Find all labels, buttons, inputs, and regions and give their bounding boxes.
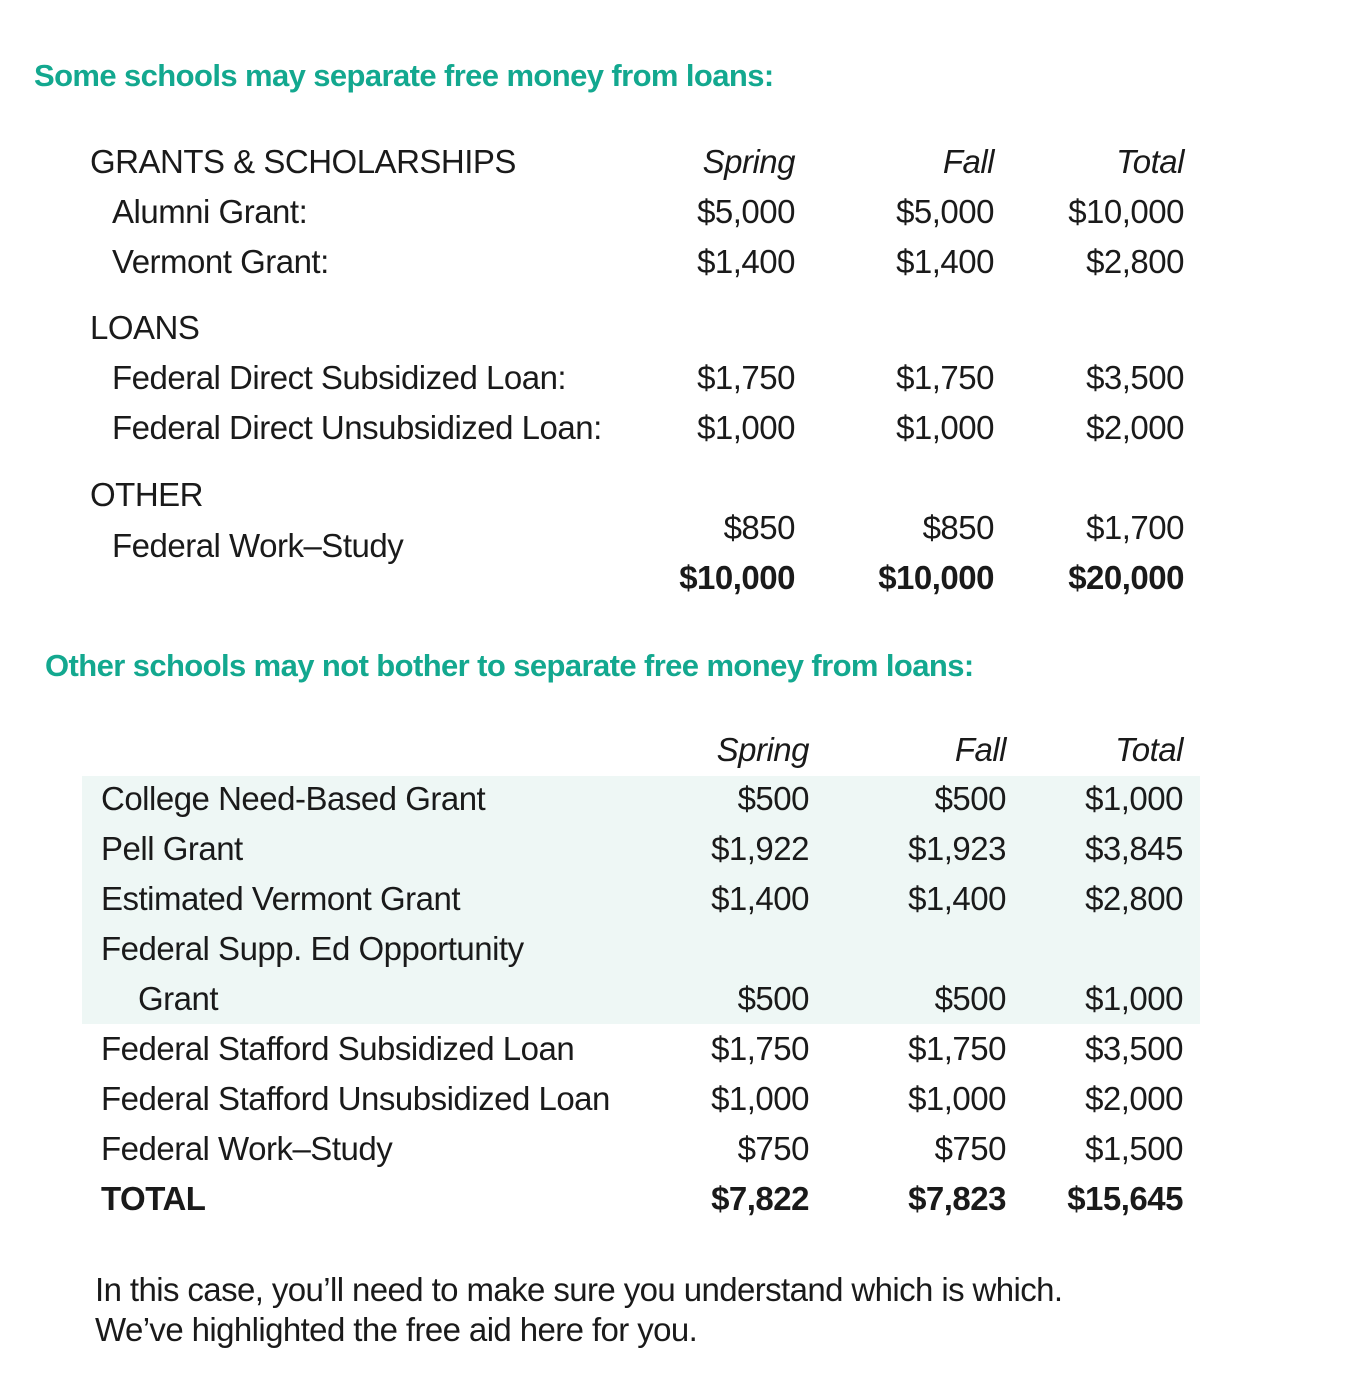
table-row	[0, 408, 1350, 448]
row-label: Pell Grant	[101, 830, 243, 867]
spring-amount: $500	[737, 980, 809, 1017]
row-label: Estimated Vermont Grant	[101, 880, 460, 917]
table-row	[0, 1029, 1350, 1069]
total-amount: $1,500	[1085, 1130, 1183, 1167]
grants-category-label: GRANTS & SCHOLARSHIPS	[90, 143, 516, 180]
fall-amount: $1,923	[908, 830, 1006, 867]
table-row	[0, 979, 1350, 1019]
total-amount: $1,000	[1085, 780, 1183, 817]
total-amount: $2,800	[1086, 243, 1184, 280]
fall-amount: $850	[922, 509, 994, 546]
fall-total: $7,823	[908, 1180, 1006, 1217]
table-row	[0, 358, 1350, 398]
fall-amount: $1,000	[896, 409, 994, 446]
table-row	[0, 929, 1350, 969]
other-category-label: OTHER	[90, 476, 203, 513]
section1-heading: Some schools may separate free money from loans:	[34, 58, 774, 93]
spring-amount: $850	[723, 509, 795, 546]
total-column-header: Total	[1115, 731, 1183, 768]
row-label: College Need-Based Grant	[101, 780, 486, 817]
total-amount: $2,000	[1085, 1080, 1183, 1117]
spring-column-header: Spring	[702, 143, 795, 180]
fall-column-header: Fall	[954, 731, 1006, 768]
fall-amount: $1,000	[908, 1080, 1006, 1117]
table-row	[0, 1129, 1350, 1169]
row-label: Federal Stafford Unsubsidized Loan	[101, 1080, 610, 1117]
footer-line-1: In this case, you’ll need to make sure you understand which is which.	[95, 1271, 1063, 1308]
total-amount: $3,500	[1086, 359, 1184, 396]
row-label: Federal Work–Study	[112, 527, 404, 564]
fall-amount: $500	[934, 980, 1006, 1017]
table-row	[0, 779, 1350, 819]
fall-amount: $750	[934, 1130, 1006, 1167]
footer-line-2: We’ve highlighted the free aid here for you.	[95, 1311, 698, 1348]
total-label: TOTAL	[101, 1180, 206, 1217]
spring-amount: $1,922	[711, 830, 809, 867]
spring-amount: $1,400	[697, 243, 795, 280]
spring-amount: $1,750	[711, 1030, 809, 1067]
table-row	[0, 508, 1350, 564]
row-label-continued: Grant	[138, 980, 219, 1017]
fall-amount: $1,400	[908, 880, 1006, 917]
row-label: Federal Work–Study	[101, 1130, 393, 1167]
footer-note	[95, 1270, 1062, 1350]
row-label: Federal Supp. Ed Opportunity	[101, 930, 524, 967]
loans-category-row	[0, 308, 1350, 348]
total-amount: $2,000	[1086, 409, 1184, 446]
grand-total: $20,000	[1068, 559, 1184, 596]
fall-column-header: Fall	[942, 143, 994, 180]
spring-amount: $5,000	[697, 193, 795, 230]
spring-total: $7,822	[711, 1180, 809, 1217]
spring-amount: $1,000	[697, 409, 795, 446]
spring-amount: $1,400	[711, 880, 809, 917]
fall-amount: $1,750	[896, 359, 994, 396]
table2-header-row	[0, 730, 1350, 770]
row-label: Federal Direct Subsidized Loan:	[112, 359, 567, 396]
fall-amount: $500	[934, 780, 1006, 817]
row-label: Federal Stafford Subsidized Loan	[101, 1030, 575, 1067]
table-row	[0, 242, 1350, 282]
spring-amount: $1,000	[711, 1080, 809, 1117]
row-label: Vermont Grant:	[112, 243, 329, 280]
total-amount: $3,845	[1085, 830, 1183, 867]
table-row	[0, 1079, 1350, 1119]
loans-category-label: LOANS	[90, 309, 200, 346]
fall-amount: $1,750	[908, 1030, 1006, 1067]
section2-heading: Other schools may not bother to separate free money from loans:	[45, 648, 974, 683]
table-row	[0, 192, 1350, 232]
totals-row	[0, 558, 1350, 598]
spring-amount: $1,750	[697, 359, 795, 396]
spring-column-header: Spring	[716, 731, 809, 768]
table1-header-row	[0, 142, 1350, 182]
row-label: Alumni Grant:	[112, 193, 308, 230]
total-amount: $1,000	[1085, 980, 1183, 1017]
table-row	[0, 879, 1350, 919]
total-column-header: Total	[1116, 143, 1184, 180]
total-amount: $1,700	[1086, 509, 1184, 546]
grand-total: $15,645	[1067, 1180, 1183, 1217]
fall-total: $10,000	[878, 559, 994, 596]
totals-row	[0, 1179, 1350, 1219]
total-amount: $3,500	[1085, 1030, 1183, 1067]
fall-amount: $5,000	[896, 193, 994, 230]
spring-amount: $500	[737, 780, 809, 817]
total-amount: $2,800	[1085, 880, 1183, 917]
total-amount: $10,000	[1068, 193, 1184, 230]
spring-amount: $750	[737, 1130, 809, 1167]
row-label: Federal Direct Unsubsidized Loan:	[112, 409, 602, 446]
spring-total: $10,000	[679, 559, 795, 596]
table-row	[0, 829, 1350, 869]
fall-amount: $1,400	[896, 243, 994, 280]
